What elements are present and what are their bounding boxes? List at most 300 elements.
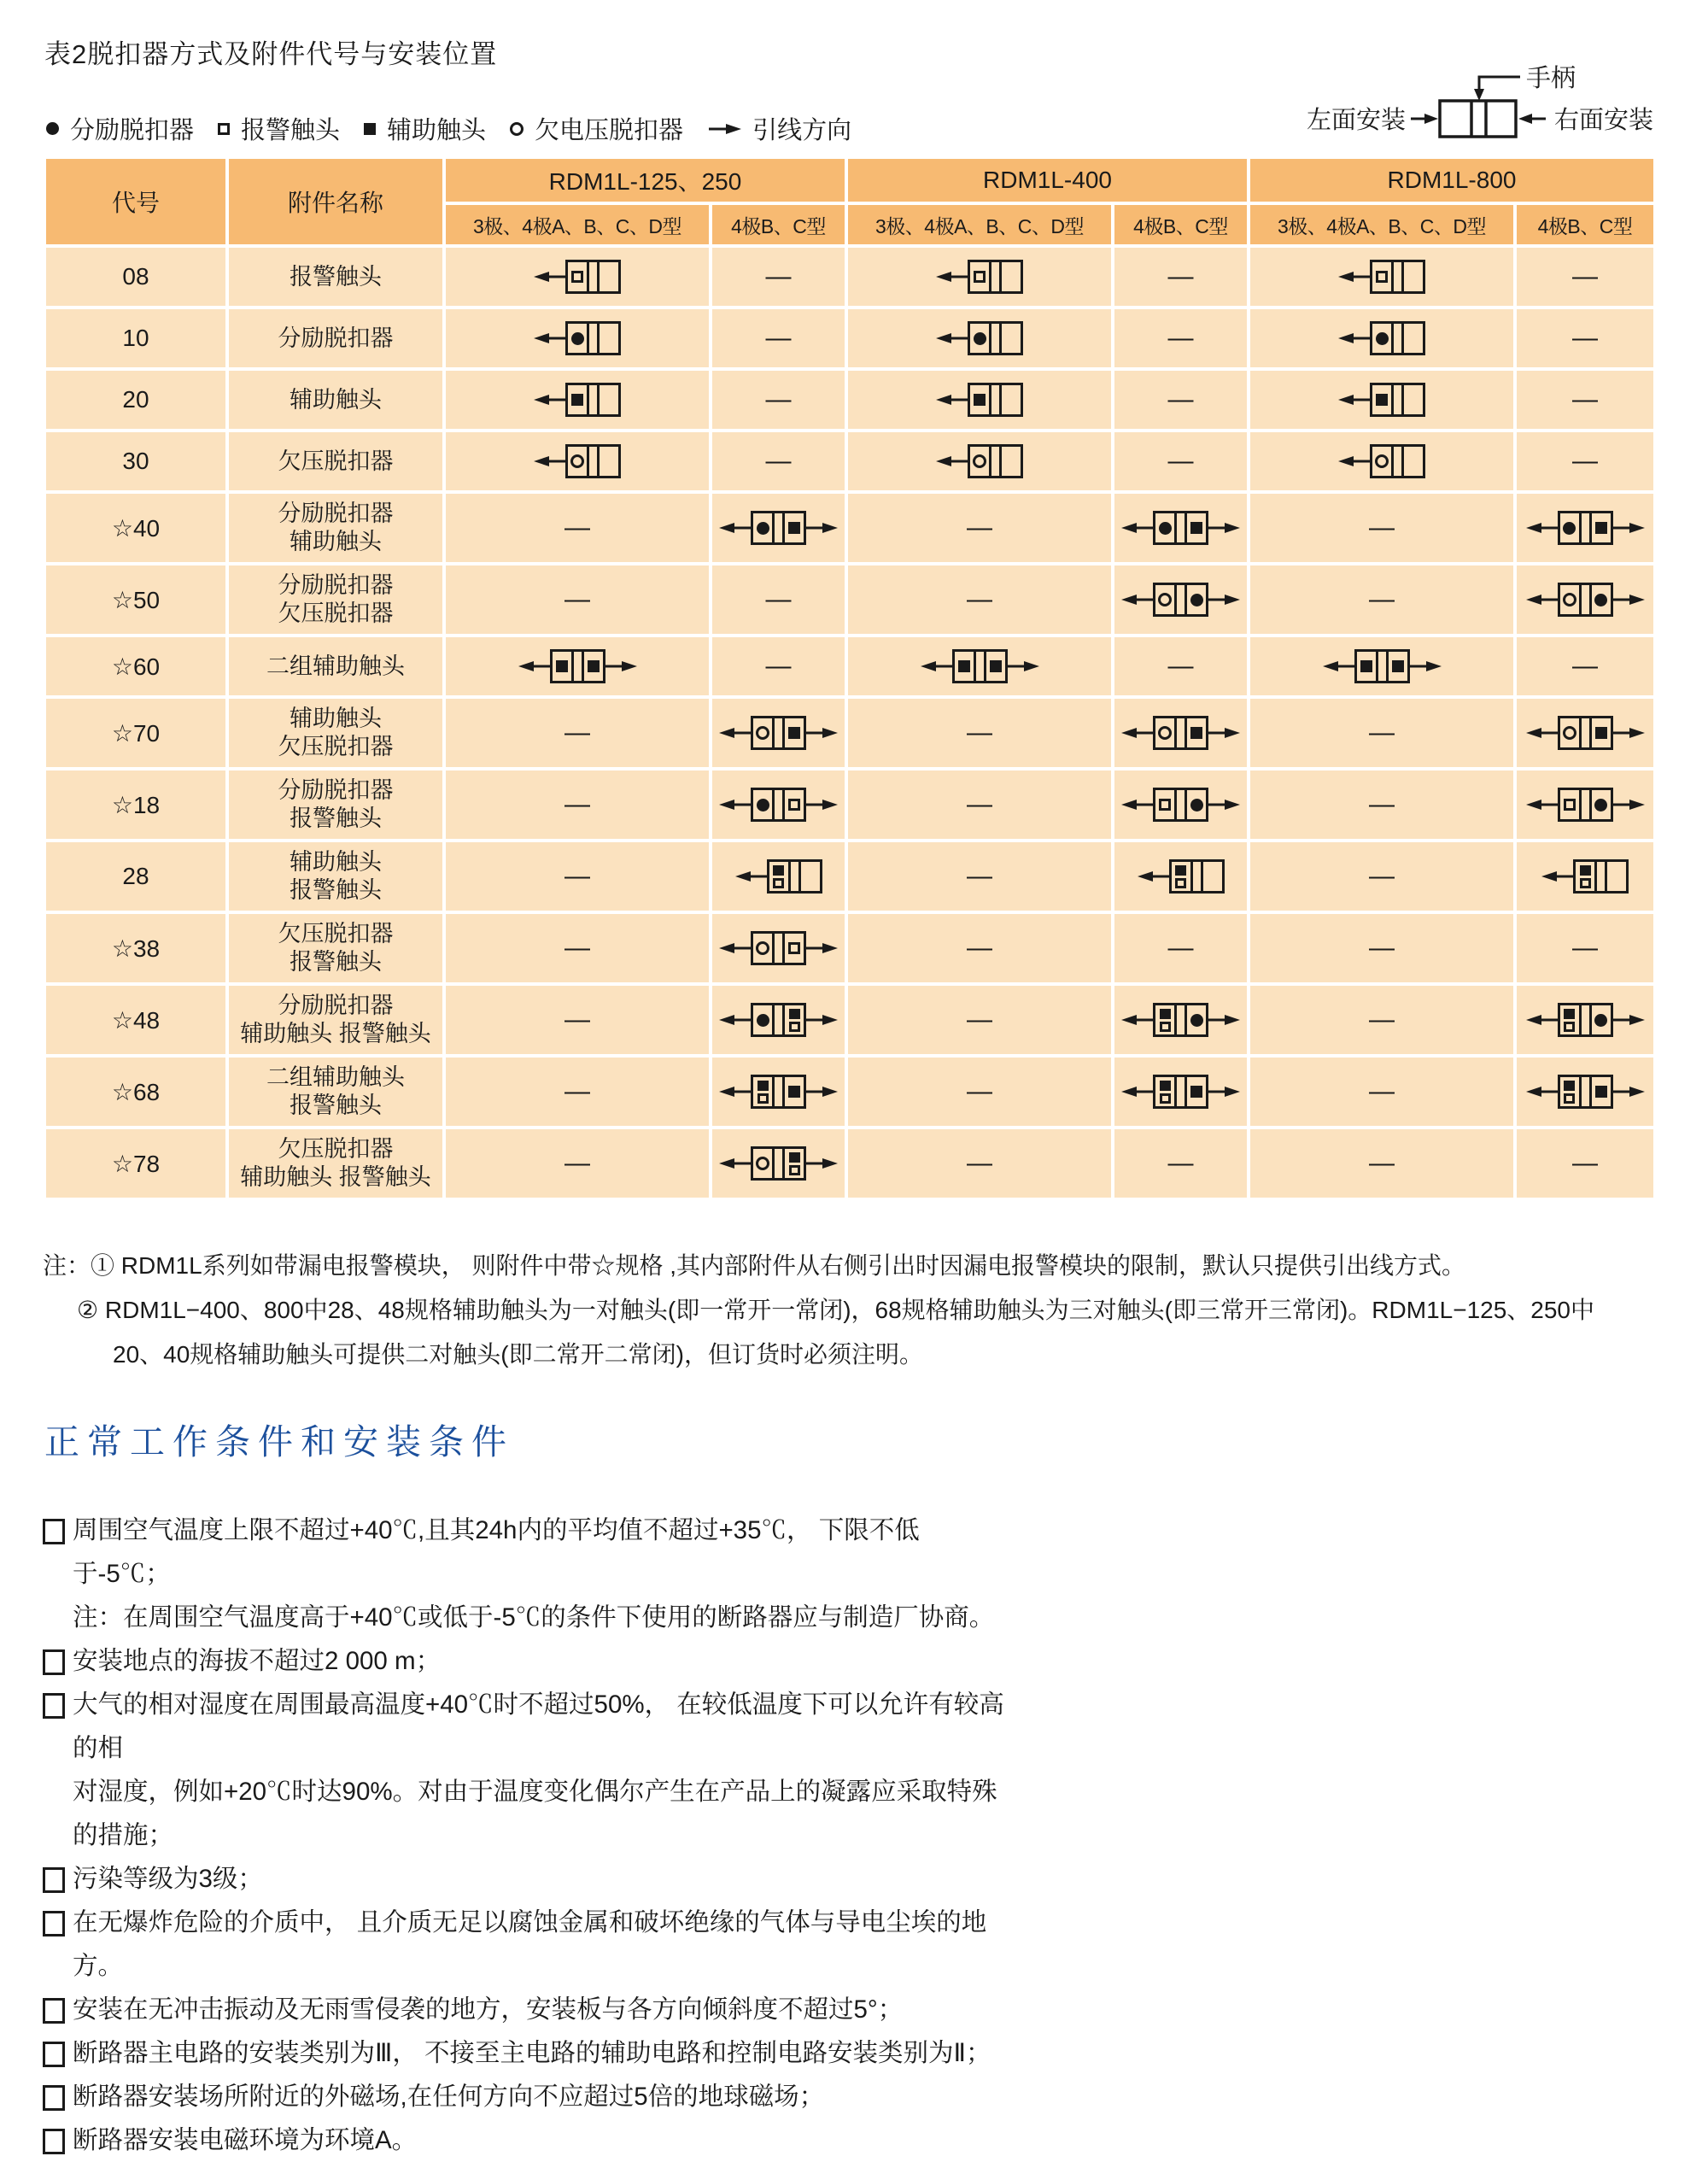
sqf-icon (1595, 1086, 1607, 1098)
row-name-line: 辅助触头 (290, 706, 382, 731)
box-compartment (1187, 790, 1206, 819)
row-name-line: 报警触头 (290, 263, 382, 290)
box-compartment (568, 262, 589, 291)
table-body (46, 248, 1653, 1198)
position-diagram (1517, 788, 1653, 822)
none-dash: — (967, 790, 992, 818)
diagram-cell (446, 494, 709, 562)
row-name-line: 欠压脱扣器 (278, 734, 394, 759)
lead-arrow-left-icon (936, 331, 968, 345)
sqf-icon (571, 394, 583, 406)
position-diagram (848, 260, 1111, 294)
position-diagram (712, 1146, 845, 1181)
diagram-cell (848, 842, 1111, 911)
lead-arrow-left-icon (1138, 870, 1169, 883)
box-compartment (1172, 862, 1193, 891)
row-name (229, 309, 442, 367)
sqf-icon (788, 727, 800, 739)
box-compartment (991, 385, 1002, 414)
box-compartment (1560, 585, 1582, 614)
stk-icon (1564, 1081, 1575, 1104)
row-name-line: 报警触头 (290, 1093, 382, 1118)
stk-icon (1564, 1009, 1575, 1032)
breaker-box-icon (968, 383, 1023, 417)
note-line: ② RDM1L−400、800中28、48规格辅助触头为一对触头(即一常开一常闭)，68规格辅助触头为三对触头(即三常开三常闭)。RDM1L−125、250中 (77, 1297, 1595, 1323)
sqo-icon (1564, 799, 1576, 811)
none-dash: — (1369, 934, 1395, 962)
diagram-cell (446, 309, 709, 367)
none-dash: — (564, 1077, 590, 1105)
row-name-line: 分励脱扣器 (278, 777, 394, 803)
position-diagram (712, 716, 845, 750)
breaker-box-icon (565, 383, 621, 417)
box-compartment (1372, 262, 1394, 291)
box-compartment (1187, 718, 1206, 747)
lead-arrow-left-icon (1121, 726, 1153, 740)
legend-item (707, 111, 851, 146)
box-compartment (1592, 1005, 1611, 1034)
breaker-box-icon (1558, 583, 1613, 617)
breaker-box-icon (1440, 101, 1516, 137)
diagram-cell (1517, 248, 1653, 306)
lead-arrow-left-icon (1338, 454, 1370, 468)
none-dash: — (1572, 1149, 1598, 1177)
diagram-cell (848, 637, 1111, 695)
lead-arrow-left-icon (1338, 393, 1370, 407)
row-name-line: 报警触头 (290, 806, 382, 831)
none-dash: — (564, 513, 590, 542)
position-diagram (1517, 1075, 1653, 1109)
breaker-box-icon (565, 321, 621, 355)
position-diagram (1114, 716, 1247, 750)
position-diagram (446, 649, 709, 683)
table-row (46, 1129, 1653, 1198)
box-compartment (1404, 324, 1423, 353)
diagram-cell (1517, 699, 1653, 767)
lead-arrow-right-icon (605, 659, 637, 673)
none-dash: — (1572, 934, 1598, 962)
box-compartment (785, 790, 804, 819)
lead-arrow-left-icon (1121, 798, 1153, 811)
diagram-cell (712, 637, 845, 695)
box-compartment (1394, 262, 1404, 291)
diagram-cell (1250, 248, 1513, 306)
lead-arrow-left-icon (735, 870, 767, 883)
diagram-cell (1250, 1058, 1513, 1126)
table-row (46, 1058, 1653, 1126)
legend-label: 报警触头 (241, 117, 341, 144)
cir-icon (510, 122, 524, 136)
position-diagram (848, 321, 1111, 355)
box-compartment (1394, 324, 1404, 353)
row-name-line: 欠压脱扣器 (278, 921, 394, 946)
condition-item (43, 1857, 1008, 1901)
breaker-box-icon (952, 649, 1008, 683)
box-compartment (1155, 790, 1177, 819)
diagram-cell (712, 770, 845, 839)
diagram-cell (1250, 494, 1513, 562)
handle-arrow-icon (1474, 89, 1484, 101)
lead-arrow-right-icon (806, 798, 838, 811)
box-compartment (1560, 513, 1582, 542)
checkbox-square-icon (43, 1998, 65, 2024)
row-name (229, 637, 442, 695)
table-row (46, 842, 1653, 911)
box-compartment (991, 447, 1002, 476)
box-compartment (1582, 1077, 1592, 1106)
lead-arrow-right-icon (1208, 1013, 1240, 1027)
row-name (229, 248, 442, 306)
none-dash: — (967, 718, 992, 747)
lead-arrow-right-icon (1613, 593, 1645, 606)
row-name (229, 432, 442, 490)
dot-icon (1159, 522, 1172, 535)
row-code: 28 (46, 842, 225, 911)
box-compartment (1177, 1077, 1187, 1106)
legend-label: 引线方向 (752, 117, 852, 144)
box-compartment (589, 262, 600, 291)
handle-label: 手柄 (1526, 65, 1576, 92)
lead-arrow-left-icon (936, 454, 968, 468)
row-code: ☆50 (46, 565, 225, 634)
box-compartment (991, 324, 1002, 353)
none-dash: — (1369, 513, 1395, 542)
diagram-cell (446, 637, 709, 695)
diagram-cell (1114, 1058, 1247, 1126)
row-name-line: 报警触头 (290, 877, 382, 903)
diagram-cell (848, 371, 1111, 429)
breaker-box-icon (751, 788, 806, 822)
sqf-icon (1595, 522, 1607, 534)
position-diagram (1517, 859, 1653, 894)
breaker-box-icon (751, 716, 806, 750)
stk-icon (1160, 1009, 1171, 1032)
diagram-cell (848, 309, 1111, 367)
box-compartment (785, 1005, 804, 1034)
position-diagram (1517, 1003, 1653, 1037)
col-header-name: 附件名称 (229, 159, 442, 244)
diagram-cell (848, 248, 1111, 306)
box-compartment (1187, 1077, 1206, 1106)
section-heading: 正常工作条件和安装条件 (44, 1422, 514, 1462)
lead-arrow-left-icon (1526, 593, 1558, 606)
breaker-box-icon (968, 260, 1023, 294)
sqo-icon (788, 942, 800, 954)
condition-text: 断路器主电路的安装类别为Ⅲ， 不接至主电路的辅助电路和控制电路安装类别为Ⅱ； (73, 2039, 991, 2067)
diagram-cell (1114, 371, 1247, 429)
lead-arrow-left-icon (534, 270, 565, 284)
none-dash: — (564, 790, 590, 818)
diagram-cell (1250, 914, 1513, 982)
none-dash: — (564, 585, 590, 613)
dot-icon (1594, 594, 1607, 606)
condition-text: 污染等级为3级； (73, 1865, 263, 1893)
diagram-cell (712, 842, 845, 911)
row-code: 30 (46, 432, 225, 490)
dot-icon (1190, 1014, 1203, 1027)
cir-icon (756, 726, 769, 740)
none-dash: — (1167, 385, 1194, 413)
lead-arrow-right-icon (1613, 798, 1645, 811)
cir-icon (1158, 593, 1172, 606)
right-install-label: 右面安装 (1554, 107, 1654, 134)
none-dash: — (1167, 934, 1194, 962)
row-name-line: 二组辅助触头 (266, 653, 405, 679)
position-diagram (1250, 444, 1513, 478)
diagram-cell (446, 699, 709, 767)
box-compartment (1203, 862, 1222, 891)
box-compartment (775, 718, 785, 747)
note-line: 20、40规格辅助触头可提供二对触头(即二常开二常闭)，但订货时必须注明。 (113, 1341, 923, 1368)
diagram-cell (848, 1058, 1111, 1126)
cir-icon (1563, 726, 1576, 740)
diagram-cell (1517, 309, 1653, 367)
checkbox-square-icon (43, 2129, 65, 2154)
none-dash: — (1572, 447, 1598, 475)
box-compartment (753, 718, 775, 747)
breaker-box-icon (1573, 859, 1629, 894)
box-compartment (753, 790, 775, 819)
diagram-cell (1114, 565, 1247, 634)
diagram-cell (1114, 842, 1247, 911)
accessory-table (43, 155, 1657, 1201)
lead-arrow-left-icon (1323, 659, 1354, 673)
diagram-cell (446, 432, 709, 490)
none-dash: — (1369, 1077, 1395, 1105)
none-dash: — (967, 934, 992, 962)
sqo-icon (1159, 799, 1171, 811)
diagram-cell (1250, 699, 1513, 767)
lead-arrow-left-icon (1121, 521, 1153, 535)
none-dash: — (1369, 862, 1395, 890)
box-compartment (785, 1077, 804, 1106)
lead-arrow-left-icon (719, 1157, 751, 1170)
lead-arrow-left-icon (1526, 726, 1558, 740)
box-compartment (1597, 862, 1607, 891)
box-compartment (589, 324, 600, 353)
sqf-icon (1190, 1086, 1202, 1098)
breaker-box-icon (968, 321, 1023, 355)
box-compartment (1002, 447, 1021, 476)
lead-arrow-left-icon (534, 454, 565, 468)
lead-arrow-left-icon (719, 1085, 751, 1099)
breaker-box-icon (1153, 716, 1208, 750)
legend-item (510, 111, 683, 146)
box-compartment (1155, 1077, 1177, 1106)
diagram-cell (712, 699, 845, 767)
box-compartment (584, 652, 603, 681)
lead-arrow-left-icon (1526, 798, 1558, 811)
diagram-cell (848, 565, 1111, 634)
stk-icon (1160, 1081, 1171, 1104)
none-dash: — (1369, 790, 1395, 818)
breaker-box-icon (968, 444, 1023, 478)
lead-arrow-right-icon (1208, 1085, 1240, 1099)
condition-text: 大气的相对湿度在周围最高温度+40℃时不超过50%， 在较低温度下可以允许有较高的相 对湿度，例如+20℃时达90%。对由于温度变化偶尔产生在产品上的凝露应采取特殊的措施； (73, 1690, 1004, 1849)
lead-arrow-right-icon (806, 726, 838, 740)
none-dash: — (1167, 652, 1194, 680)
sqf-icon (788, 522, 800, 534)
arrow-icon (707, 122, 741, 136)
cir-icon (1563, 593, 1576, 606)
diagram-cell (1517, 494, 1653, 562)
row-code: ☆78 (46, 1129, 225, 1198)
none-dash: — (967, 1005, 992, 1034)
row-code: ☆40 (46, 494, 225, 562)
diagram-cell (848, 770, 1111, 839)
position-diagram (446, 260, 709, 294)
none-dash: — (564, 718, 590, 747)
diagram-cell (1517, 986, 1653, 1054)
checkbox-square-icon (43, 1519, 65, 1544)
position-diagram (1114, 859, 1247, 894)
subcol-header: 3极、4极A、B、C、D型 (1250, 205, 1513, 244)
sqf-icon (588, 660, 600, 672)
lead-arrow-left-icon (1526, 1013, 1558, 1027)
lead-arrow-left-icon (921, 659, 952, 673)
row-name-line: 辅助触头 报警触头 (240, 1021, 431, 1046)
box-compartment (1560, 790, 1582, 819)
sqf-icon (1360, 660, 1372, 672)
lead-arrow-right-icon (1208, 593, 1240, 606)
lead-arrow-right-icon (806, 1085, 838, 1099)
row-code: ☆60 (46, 637, 225, 695)
legend-item (364, 111, 486, 146)
position-diagram (1517, 716, 1653, 750)
dot-icon (757, 799, 769, 811)
group-header-rdm1l-800: RDM1L-800 (1250, 159, 1653, 202)
box-compartment (1155, 1005, 1177, 1034)
diagram-cell (712, 565, 845, 634)
row-name-line: 欠压脱扣器 (278, 448, 394, 474)
breaker-box-icon (1370, 383, 1425, 417)
dot-icon (757, 522, 769, 535)
cir-icon (1375, 454, 1389, 468)
none-dash: — (967, 1149, 992, 1177)
row-name-line: 辅助触头 (290, 529, 382, 554)
sqf-icon (556, 660, 568, 672)
group-header-rdm1l-125-250: RDM1L-125、250 (446, 159, 845, 202)
diagram-cell (848, 699, 1111, 767)
diagram-cell (1114, 309, 1247, 367)
stk-icon (789, 1152, 800, 1175)
sqo-icon (571, 271, 583, 283)
row-name (229, 371, 442, 429)
table-row (46, 432, 1653, 490)
lead-arrow-left-icon (1541, 870, 1573, 883)
position-diagram (1250, 260, 1513, 294)
diagram-cell (1114, 248, 1247, 306)
col-header-code: 代号 (46, 159, 225, 244)
position-diagram (446, 321, 709, 355)
row-code: ☆68 (46, 1058, 225, 1126)
position-diagram (1114, 788, 1247, 822)
diagram-cell (1517, 371, 1653, 429)
lead-arrow-left-icon (1338, 331, 1370, 345)
position-diagram (712, 931, 845, 965)
diagram-cell (446, 1129, 709, 1198)
none-dash: — (1572, 262, 1598, 290)
box-compartment (1002, 324, 1021, 353)
box-compartment (568, 447, 589, 476)
breaker-box-icon (565, 444, 621, 478)
legend-item (46, 111, 194, 146)
table-row (46, 248, 1653, 306)
box-compartment (970, 324, 991, 353)
diagram-cell (1517, 432, 1653, 490)
stk-icon (789, 1009, 800, 1032)
lead-arrow-right-icon (806, 1157, 838, 1170)
row-name (229, 494, 442, 562)
box-compartment (970, 447, 991, 476)
condition-item (43, 1683, 1008, 1857)
position-diagram (1250, 649, 1513, 683)
legend (46, 111, 851, 146)
box-compartment (791, 862, 801, 891)
diagram-cell (712, 914, 845, 982)
box-compartment (976, 652, 986, 681)
none-dash: — (765, 585, 792, 613)
row-name (229, 770, 442, 839)
lead-arrow-right-icon (1208, 798, 1240, 811)
diagram-cell (1250, 309, 1513, 367)
cir-icon (1158, 726, 1172, 740)
box-compartment (1372, 324, 1394, 353)
condition-text: 周围空气温度上限不超过+40℃,且其24h内的平均值不超过+35℃， 下限不低于-5℃； 注：在周围空气温度高于+40℃或低于-5℃的条件下使用的断路器应与制造厂协商。 (73, 1516, 995, 1632)
stk-icon (1175, 865, 1186, 888)
group-header-rdm1l-400: RDM1L-400 (848, 159, 1247, 202)
sqo-icon (1376, 271, 1388, 283)
diagram-cell (848, 986, 1111, 1054)
row-code: 10 (46, 309, 225, 367)
diagram-cell (446, 565, 709, 634)
diagram-cell (1114, 770, 1247, 839)
row-code: 20 (46, 371, 225, 429)
box-compartment (600, 324, 618, 353)
box-compartment (574, 652, 584, 681)
diagram-cell (712, 309, 845, 367)
box-compartment (1177, 1005, 1187, 1034)
lead-arrow-left-icon (719, 726, 751, 740)
dot-icon (1594, 799, 1607, 811)
row-name (229, 1129, 442, 1198)
lead-arrow-right-icon (1613, 1013, 1645, 1027)
position-diagram (446, 383, 709, 417)
none-dash: — (1167, 1149, 1194, 1177)
none-dash: — (765, 447, 792, 475)
condition-text: 断路器安装电磁环境为环境A。 (73, 2126, 418, 2154)
position-diagram (712, 511, 845, 545)
breaker-box-icon (1153, 1075, 1208, 1109)
diagram-cell (1250, 371, 1513, 429)
legend-label: 辅助触头 (387, 117, 487, 144)
none-dash: — (564, 1149, 590, 1177)
position-diagram (1114, 511, 1247, 545)
sqf-icon (1392, 660, 1404, 672)
box-compartment (1582, 790, 1592, 819)
breaker-box-icon (550, 649, 605, 683)
lead-arrow-right-icon (1208, 521, 1240, 535)
box-compartment (970, 385, 991, 414)
diagram-cell (1517, 1058, 1653, 1126)
diagram-cell (712, 1129, 845, 1198)
none-dash: — (564, 1005, 590, 1034)
position-diagram (848, 383, 1111, 417)
lead-arrow-left-icon (518, 659, 550, 673)
lead-arrow-left-icon (534, 331, 565, 345)
box-compartment (1177, 585, 1187, 614)
box-compartment (753, 934, 775, 963)
